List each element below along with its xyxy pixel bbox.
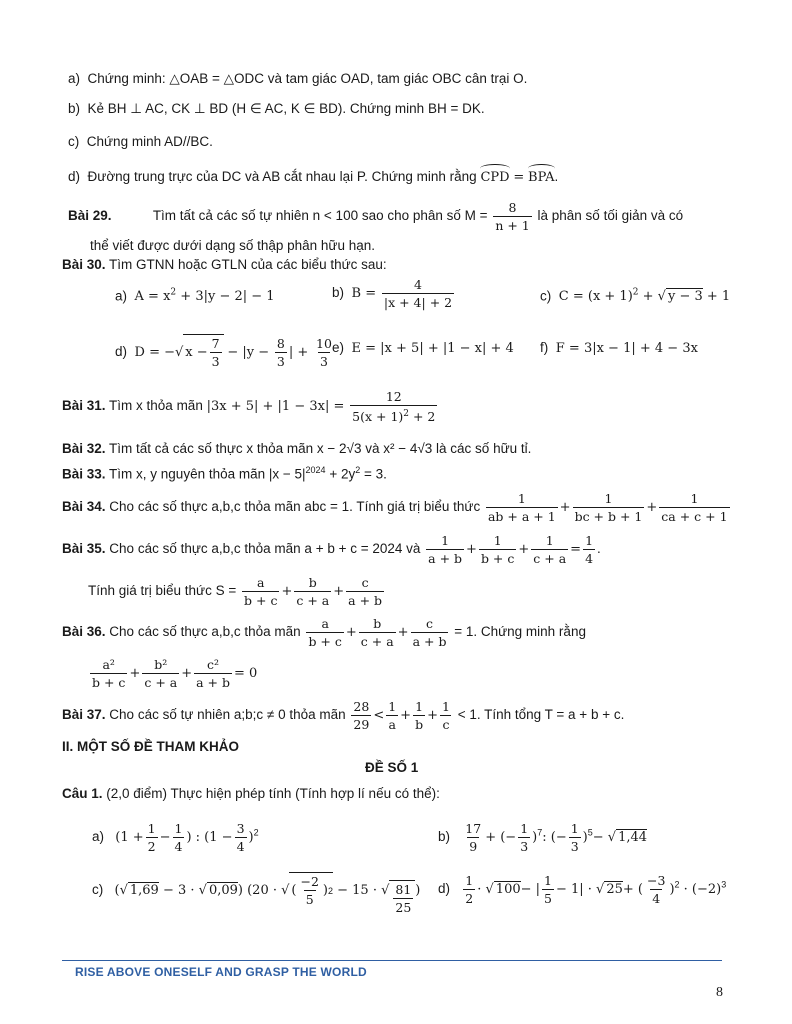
fraction	[314, 335, 334, 370]
problem-text: Cho các số tự nhiên a;b;c ≠ 0 thỏa mãn	[109, 707, 346, 723]
denominator: bc + b + 1	[574, 509, 643, 524]
plus: +	[427, 708, 438, 724]
denominator: 3	[320, 353, 328, 369]
item-label: d)	[115, 344, 128, 359]
exponent: 2	[327, 885, 333, 896]
numerator: 1	[388, 699, 397, 714]
item-label: a)	[92, 829, 105, 845]
expr: − 3 · √	[158, 883, 207, 898]
fraction	[542, 872, 554, 907]
problem-title: Bài 35.	[62, 541, 106, 557]
expr: )	[532, 830, 538, 846]
exponent: 2	[674, 879, 680, 890]
expr: + (−	[485, 830, 517, 846]
equals: =	[513, 170, 525, 185]
fraction	[351, 698, 371, 733]
numerator: 1	[493, 533, 502, 548]
numerator: 1	[442, 699, 450, 714]
problem-text: Cho các số thực a,b,c thỏa mãn abc = 1. Tính giá trị biểu thức	[109, 499, 481, 515]
plus: +	[400, 708, 412, 724]
expr: F = 3|x − 1| + 4 − 3x	[555, 341, 698, 356]
expr: E = |x + 5| + |1 − x| + 4	[351, 341, 514, 356]
fraction	[573, 490, 645, 525]
item-text: Đường trung trực của DC và AB cắt nhau lại P. Chứng minh rằng	[87, 169, 477, 184]
expr: B =	[351, 286, 377, 302]
exponent: 2	[403, 409, 410, 419]
problem-title: Bài 37.	[62, 707, 106, 723]
fraction	[583, 532, 595, 567]
item-label: c)	[68, 134, 80, 149]
exponent: 2024	[305, 465, 326, 475]
numerator: 1	[545, 533, 554, 548]
denominator: b + c	[480, 551, 515, 566]
numerator: c	[361, 575, 369, 590]
item-label: b)	[68, 101, 81, 116]
exponent: 5	[587, 827, 593, 838]
problem-title: Bài 30.	[62, 257, 106, 272]
question-title: Câu 1.	[62, 786, 103, 801]
denominator: a + b	[428, 551, 463, 566]
numerator: 8	[508, 200, 517, 215]
problem-text: Tìm x thỏa mãn	[109, 398, 203, 414]
denominator: 25	[395, 900, 412, 915]
problem-text: là phân số tối giản và có	[537, 208, 684, 224]
exponent: 2	[355, 465, 361, 475]
denominator: 9	[469, 839, 478, 854]
denominator	[350, 405, 437, 425]
question-text: (2,0 điểm) Thực hiện phép tính (Tính hợp lí nếu có thể):	[106, 786, 440, 801]
fraction	[235, 820, 247, 855]
expr: : (−	[542, 830, 567, 846]
item-b	[68, 101, 485, 117]
item-c	[68, 134, 213, 149]
bai30-d	[115, 334, 336, 370]
bai29-cont: thể viết được dưới dạng số thập phân hữu hạn.	[90, 238, 376, 253]
denominator: ca + c + 1	[661, 509, 728, 524]
fraction	[440, 698, 452, 733]
bai30	[62, 257, 387, 272]
item-label: c)	[540, 288, 552, 304]
arc-cpd: CPD	[480, 170, 510, 185]
bai36-eq	[88, 656, 257, 691]
numerator: 17	[465, 821, 482, 836]
expr: )	[582, 830, 588, 846]
fraction	[294, 574, 331, 609]
fraction	[413, 698, 425, 733]
denominator: b	[415, 717, 424, 732]
item-label: b)	[438, 829, 451, 845]
expr: + 1	[702, 289, 731, 305]
cau1-b	[438, 820, 647, 855]
problem-text: Cho các số thực a,b,c thỏa mãn	[109, 624, 301, 640]
numerator: −3	[647, 873, 666, 888]
radicand	[389, 880, 415, 916]
fraction	[386, 698, 398, 733]
numerator: 3	[236, 821, 245, 836]
expr: · (−2)	[679, 882, 722, 898]
fraction	[659, 490, 729, 525]
bai30-f	[540, 340, 698, 356]
numerator: 4	[414, 277, 422, 292]
expr: )	[248, 830, 254, 846]
fraction	[359, 615, 396, 650]
item-label: d)	[438, 881, 451, 897]
expr: = 0	[234, 666, 258, 682]
denominator: 3	[570, 839, 579, 854]
bai35-s	[88, 574, 386, 609]
bai30-b	[332, 276, 456, 311]
fraction	[518, 820, 530, 855]
denominator: 3	[520, 839, 529, 854]
exponent: 2	[253, 827, 259, 838]
denominator: b + c	[92, 675, 126, 690]
denominator: c + a	[360, 634, 394, 649]
expr: x −	[185, 345, 208, 360]
fraction	[645, 872, 667, 907]
denominator: 3	[276, 353, 285, 369]
plus: +	[181, 666, 193, 682]
expr: (√	[114, 883, 128, 898]
numerator: 1	[441, 533, 450, 548]
expr: + √	[638, 289, 666, 305]
item-label: e)	[332, 340, 345, 355]
fraction	[493, 199, 531, 234]
cau1-c	[92, 872, 420, 916]
expr: C = (x + 1)	[558, 289, 633, 305]
numerator: 1	[585, 533, 594, 548]
bai30-e	[332, 340, 514, 356]
denominator: a + b	[196, 675, 230, 690]
denominator: 4	[236, 839, 245, 854]
fraction	[306, 615, 343, 650]
fraction	[298, 873, 320, 908]
expr: )	[669, 882, 675, 898]
numerator: 1	[415, 699, 424, 714]
numerator: b²	[154, 657, 168, 672]
numerator: 1	[147, 821, 156, 836]
item-d	[68, 168, 558, 185]
expr: A = x	[134, 289, 171, 305]
denominator: b + c	[244, 593, 278, 608]
bai30-c	[540, 288, 730, 304]
denominator: 4	[652, 891, 661, 906]
expr: D = −√	[134, 345, 184, 360]
expr: )	[415, 883, 421, 898]
fraction	[426, 532, 464, 567]
fraction	[393, 881, 413, 916]
numerator: 1	[517, 491, 526, 506]
problem-text: Cho các số thực a,b,c thỏa mãn a + b + c = 2024 và	[109, 541, 421, 557]
numerator: 1	[604, 491, 613, 506]
numerator: b	[308, 575, 317, 590]
problem-text: Tìm tất cả các số tự nhiên n < 100 sao cho phân số M =	[152, 208, 488, 224]
bai33	[62, 465, 387, 482]
plus: +	[518, 542, 530, 558]
expr: (1 +	[115, 830, 144, 846]
problem-title: Bài 29.	[68, 208, 112, 224]
cau1-d	[438, 872, 726, 907]
numerator: 28	[353, 699, 370, 714]
radicand: 25	[606, 882, 623, 898]
expr: − |y −	[227, 345, 270, 360]
exponent: 2	[170, 288, 177, 298]
denominator: a + b	[412, 634, 447, 649]
fraction	[90, 656, 127, 691]
plus: +	[345, 625, 357, 641]
item-text: Chứng minh AD//BC.	[86, 134, 213, 149]
radicand: 100	[495, 882, 521, 898]
numerator: 1	[570, 821, 579, 836]
plus: +	[466, 542, 477, 558]
denominator: 29	[353, 717, 370, 732]
fraction	[569, 820, 581, 855]
fraction	[350, 388, 437, 425]
item-label: f)	[540, 340, 549, 355]
denominator: 2	[465, 891, 474, 906]
plus: +	[129, 666, 141, 682]
radicand	[183, 334, 223, 370]
denominator: 4	[585, 551, 594, 566]
numerator: c	[426, 616, 434, 631]
page-number: 8	[716, 985, 723, 1000]
numerator: 1	[690, 491, 699, 506]
bai37	[62, 698, 624, 733]
problem-text: Tìm GTNN hoặc GTLN của các biểu thức sau:	[109, 257, 387, 272]
fraction	[411, 615, 449, 650]
denominator: c + a	[533, 551, 567, 566]
fraction	[173, 820, 185, 855]
numerator: a	[257, 575, 265, 590]
denominator: a	[388, 717, 396, 732]
item-label: b)	[332, 285, 345, 301]
period: .	[554, 169, 559, 184]
fraction	[463, 872, 475, 907]
problem-text: Tính giá trị biểu thức S =	[88, 583, 237, 599]
arc-bpa: BPA	[528, 170, 555, 185]
expr: 5(x + 1)	[352, 409, 404, 425]
numerator: 8	[276, 335, 285, 351]
denominator: ab + a + 1	[487, 509, 556, 524]
denominator: c + a	[144, 675, 178, 690]
expr: + 2	[409, 409, 436, 425]
radicand: 1,69	[129, 883, 159, 898]
numerator: 1	[544, 873, 552, 888]
bai32	[62, 441, 531, 456]
problem-text: Tìm tất cả các số thực x thỏa mãn x − 2√3 và x² − 4√3 là các số hữu tỉ.	[109, 441, 532, 456]
bai36	[62, 615, 586, 650]
fraction	[346, 574, 384, 609]
problem-title: Bài 36.	[62, 624, 106, 640]
bai29	[68, 199, 683, 234]
denominator: a + b	[348, 593, 383, 608]
problem-title: Bài 34.	[62, 499, 106, 515]
denominator: n + 1	[495, 218, 530, 233]
expr: |3x + 5| + |1 − 3x| =	[206, 399, 345, 415]
footer-divider	[62, 960, 722, 961]
problem-text: = 3.	[360, 466, 387, 482]
numerator: 1	[520, 821, 529, 836]
cau1-a	[92, 820, 259, 855]
exponent: 2	[632, 288, 639, 298]
period: .	[597, 541, 601, 557]
exponent: 7	[537, 827, 543, 838]
numerator: 10	[316, 335, 332, 351]
numerator: 81	[395, 882, 412, 897]
item-label: a)	[115, 288, 128, 304]
expr: ) : (1 −	[186, 830, 233, 846]
plus: +	[333, 584, 345, 600]
fraction	[463, 820, 483, 855]
numerator: −2	[300, 874, 319, 889]
denominator: 5	[305, 892, 314, 907]
bai35	[62, 532, 601, 567]
radicand: 0,09	[208, 883, 238, 898]
problem-text: Tìm x, y nguyên thỏa mãn |x − 5|	[109, 466, 306, 482]
radicand: y − 3	[667, 289, 703, 305]
numerator: 1	[465, 873, 474, 888]
problem-title: Bài 32.	[62, 441, 106, 456]
fraction	[531, 532, 568, 567]
item-label: d)	[68, 169, 81, 184]
denominator: 4	[174, 839, 183, 854]
less-than: <	[373, 708, 385, 724]
denominator: |x + 4| + 2	[383, 295, 453, 310]
fraction	[382, 276, 454, 311]
numerator: 12	[385, 389, 402, 404]
bai34	[62, 490, 732, 525]
fraction	[142, 656, 179, 691]
fraction	[275, 335, 287, 370]
item-label: a)	[68, 71, 81, 86]
expr: − |	[520, 882, 541, 898]
item-a	[68, 71, 527, 87]
numerator: 1	[174, 821, 183, 836]
expr: − √	[592, 830, 617, 846]
cau1	[62, 786, 440, 801]
radicand: 1,44	[618, 830, 648, 846]
plus: +	[646, 500, 658, 516]
problem-text: < 1. Tính tổng T = a + b + c.	[457, 707, 625, 723]
denominator: 2	[147, 839, 156, 854]
problem-title: Bài 31.	[62, 398, 106, 414]
plus: +	[397, 625, 409, 641]
expr: + (	[622, 882, 643, 898]
footer-slogan: RISE ABOVE ONESELF AND GRASP THE WORLD	[75, 965, 367, 979]
radicand	[289, 872, 333, 908]
expr: − 15 · √	[333, 883, 390, 898]
expr: (	[291, 883, 297, 898]
fraction	[210, 335, 222, 370]
problem-title: Bài 33.	[62, 466, 106, 482]
plus: +	[281, 584, 293, 600]
fraction	[146, 820, 158, 855]
fraction	[479, 532, 516, 567]
denominator: c	[442, 717, 450, 732]
section-title: II. MỘT SỐ ĐỀ THAM KHẢO	[62, 739, 239, 754]
minus: −	[159, 830, 171, 846]
bai31	[62, 388, 439, 425]
expr: · √	[477, 882, 494, 898]
fraction	[242, 574, 279, 609]
denominator: 3	[211, 354, 220, 369]
numerator: 7	[211, 336, 220, 351]
item-text: Kẻ BH ⊥ AC, CK ⊥ BD (H ∈ AC, K ∈ BD). Chứng minh BH = DK.	[87, 101, 485, 116]
problem-text: + 2y	[325, 466, 356, 482]
numerator: a²	[102, 657, 115, 672]
numerator: a	[321, 616, 329, 631]
item-label: c)	[92, 882, 104, 897]
bai30-a	[115, 288, 275, 304]
exam-title: ĐỀ SỐ 1	[365, 760, 419, 775]
numerator: c²	[207, 657, 220, 672]
expr: ) (20 · √	[237, 883, 290, 898]
denominator: 5	[544, 891, 552, 906]
problem-text: = 1. Chứng minh rằng	[454, 624, 586, 640]
item-text: Chứng minh: △OAB = △ODC và tam giác OAD, tam giác OBC cân trại O.	[87, 71, 528, 86]
expr: − 1| · √	[555, 882, 605, 898]
fraction	[486, 490, 558, 525]
expr: | +	[288, 345, 309, 360]
fraction	[194, 656, 232, 691]
numerator: b	[373, 616, 382, 631]
equals: =	[570, 542, 582, 558]
exponent: 3	[721, 879, 727, 890]
expr: )	[322, 883, 328, 898]
expr: + 3|y − 2| − 1	[176, 289, 275, 305]
plus: +	[559, 500, 571, 516]
denominator: c + a	[296, 593, 330, 608]
denominator: b + c	[308, 634, 342, 649]
